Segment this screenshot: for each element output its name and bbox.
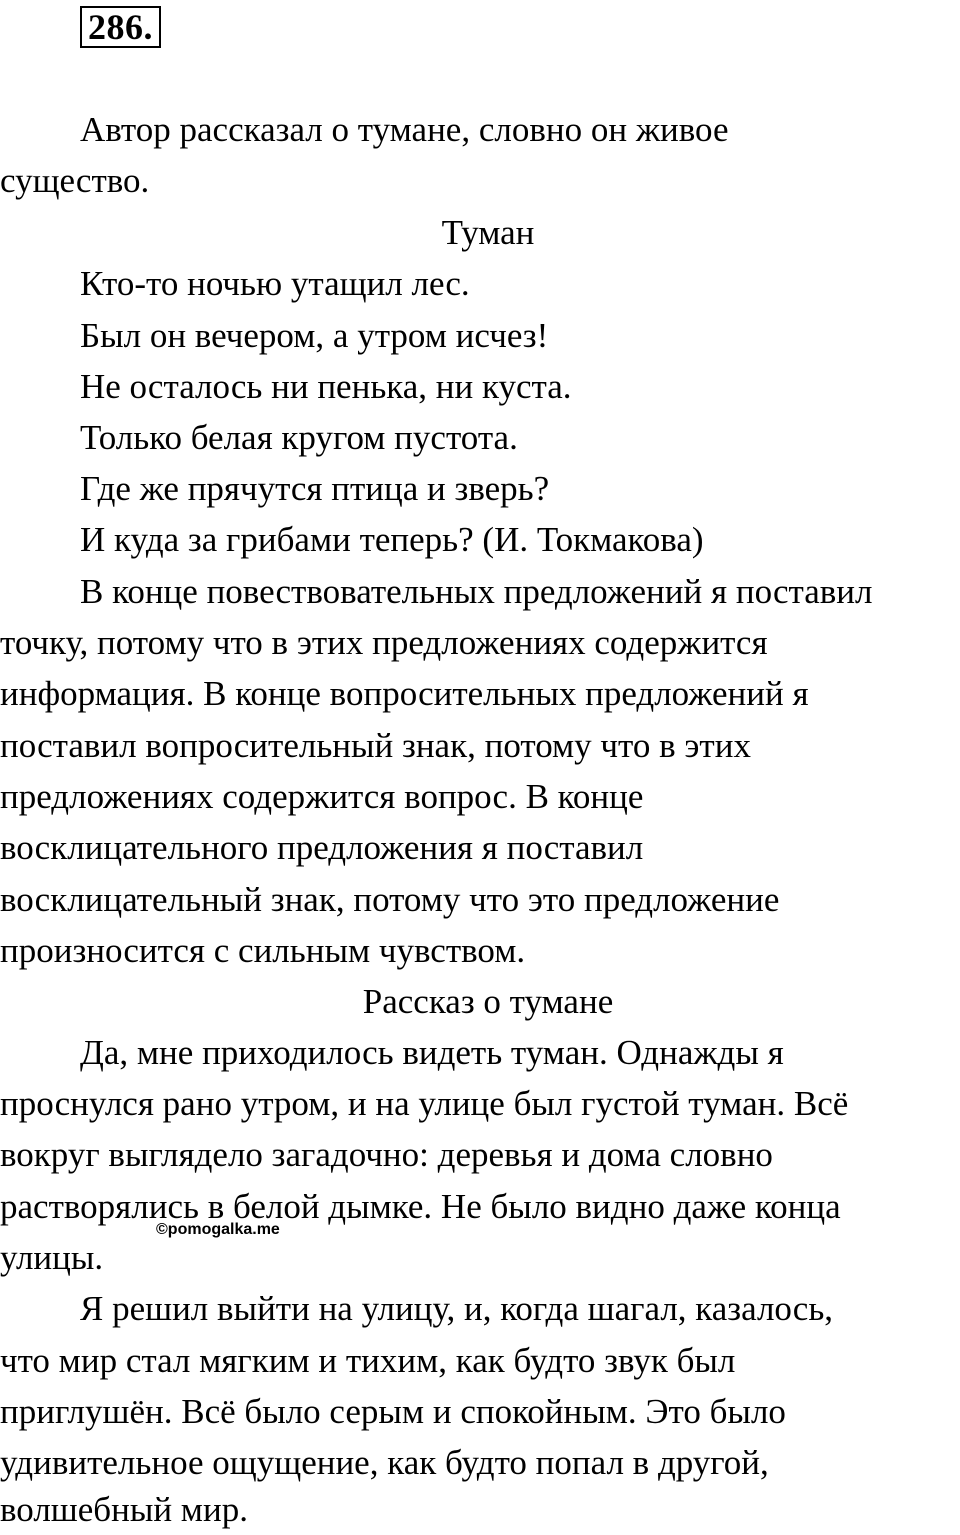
explanation-line: точку, потому что в этих предложениях содержится bbox=[0, 623, 768, 662]
explanation-line: поставил вопросительный знак, потому что в этих bbox=[0, 726, 751, 765]
explanation-line: восклицательный знак, потому что это предложение bbox=[0, 880, 780, 919]
explanation-line: предложениях содержится вопрос. В конце bbox=[0, 777, 644, 816]
story-paragraph-2-line: Я решил выйти на улицу, и, когда шагал, казалось, bbox=[80, 1289, 834, 1328]
story-paragraph-1-line: Да, мне приходилось видеть туман. Однажды я bbox=[80, 1033, 784, 1072]
story-paragraph-1-line: улицы. bbox=[0, 1238, 104, 1277]
poem-line: Только белая кругом пустота. bbox=[80, 418, 518, 457]
story-paragraph-2-line: что мир стал мягким и тихим, как будто звук был bbox=[0, 1341, 736, 1380]
intro-line-2: существо. bbox=[0, 161, 150, 200]
story-title: Рассказ о тумане bbox=[362, 982, 614, 1021]
story-paragraph-2-line: удивительное ощущение, как будто попал в другой, bbox=[0, 1443, 769, 1482]
story-paragraph-1-line: вокруг выглядело загадочно: деревья и дома словно bbox=[0, 1135, 773, 1174]
task-number-box: 286. bbox=[80, 6, 161, 48]
story-paragraph-2-line: волшебный мир. bbox=[0, 1490, 248, 1529]
poem-title: Туман bbox=[441, 213, 535, 252]
poem-line: Кто-то ночью утащил лес. bbox=[80, 264, 470, 303]
poem-line: Где же прячутся птица и зверь? bbox=[80, 469, 550, 508]
poem-line: Не осталось ни пенька, ни куста. bbox=[80, 367, 572, 406]
story-paragraph-2-line: приглушён. Всё было серым и спокойным. Это было bbox=[0, 1392, 786, 1431]
intro-line-1: Автор рассказал о тумане, словно он живое bbox=[80, 110, 729, 149]
story-paragraph-1-line: растворялись в белой дымке. Не было видно даже конца bbox=[0, 1187, 841, 1226]
poem-line: И куда за грибами теперь? (И. Токмакова) bbox=[80, 520, 704, 559]
watermark: ©pomogalka.me bbox=[156, 1221, 280, 1238]
poem-line: Был он вечером, а утром исчез! bbox=[80, 316, 549, 355]
explanation-line: В конце повествовательных предложений я поставил bbox=[80, 572, 873, 611]
explanation-line: произносится с сильным чувством. bbox=[0, 931, 526, 970]
story-paragraph-1-line: проснулся рано утром, и на улице был густой туман. Всё bbox=[0, 1084, 849, 1123]
explanation-line: восклицательного предложения я поставил bbox=[0, 828, 644, 867]
explanation-line: информация. В конце вопросительных предложений я bbox=[0, 674, 809, 713]
